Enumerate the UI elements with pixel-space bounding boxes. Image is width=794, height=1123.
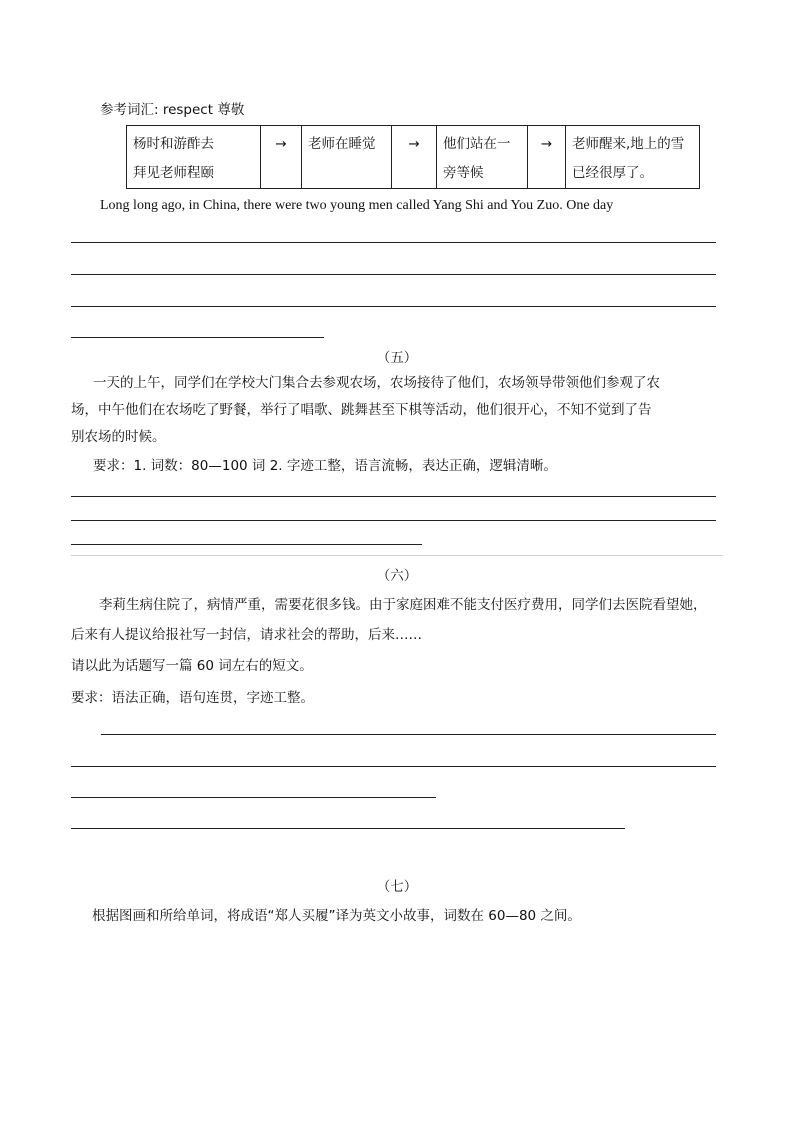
- writing-line: [71, 496, 716, 497]
- flow-step-4-line2: 已经很厚了。: [572, 165, 653, 181]
- section-divider: [71, 555, 723, 556]
- flow-step-4-line1: 老师醒来,地上的雪: [572, 136, 685, 152]
- flow-step-2-line1: 老师在睡觉: [308, 136, 376, 152]
- flow-step-3-line1: 他们站在一: [443, 136, 511, 152]
- writing-line: [71, 242, 716, 243]
- section-5-requirements: 要求：1. 词数：80—100 词 2. 字迹工整，语言流畅，表达正确，逻辑清晰。: [93, 458, 557, 474]
- section-6-requirements: 要求：语法正确，语句连贯，字迹工整。: [71, 690, 314, 706]
- writing-line: [71, 828, 625, 829]
- flow-arrow-2: →: [392, 126, 437, 189]
- section-5-paragraph-line: 一天的上午，同学们在学校大门集合去参观农场，农场接待了他们，农场领导带领他们参观了农: [93, 375, 660, 391]
- section-7-title: （七）: [376, 879, 418, 895]
- writing-line: [71, 274, 716, 275]
- writing-line: [71, 544, 422, 545]
- section-6-paragraph-line: 后来有人提议给报社写一封信，请求社会的帮助，后来……: [71, 627, 422, 643]
- section-6-prompt: 请以此为话题写一篇 60 词左右的短文。: [71, 658, 313, 674]
- writing-line: [71, 337, 324, 338]
- writing-line: [71, 797, 436, 798]
- section-6-title: （六）: [376, 568, 418, 584]
- flow-step-3: [437, 126, 528, 189]
- section-7-instruction: 根据图画和所给单词，将成语“郑人买履”译为英文小故事，词数在 60—80 之间。: [92, 908, 581, 924]
- flow-step-3-line2: 旁等候: [443, 165, 484, 181]
- flow-step-1-line2: 拜见老师程颐: [133, 165, 214, 181]
- story-opening: Long long ago, in China, there were two young men called Yang Shi and You Zuo. One day: [100, 198, 614, 213]
- section-5-paragraph-line: 别农场的时候。: [71, 429, 166, 445]
- flow-arrow-1: →: [261, 126, 302, 189]
- writing-line: [71, 306, 716, 307]
- vocab-hint: 参考词汇: respect 尊敬: [100, 102, 245, 118]
- flow-step-1-line1: 杨时和游酢去: [133, 136, 214, 152]
- flow-step-2: [302, 126, 392, 189]
- section-5-paragraph-line: 场，中午他们在农场吃了野餐，举行了唱歌、跳舞甚至下棋等活动，他们很开心，不知不觉到了告: [71, 402, 652, 418]
- section-6-paragraph-line: 李莉生病住院了，病情严重，需要花很多钱。由于家庭困难不能支付医疗费用，同学们去医院看望她，: [99, 597, 707, 613]
- story-flow-table: [126, 125, 700, 189]
- writing-line: [101, 734, 716, 735]
- flow-arrow-3: →: [528, 126, 566, 189]
- writing-line: [71, 520, 716, 521]
- flow-step-1: [127, 126, 261, 189]
- section-5-title: （五）: [376, 350, 418, 366]
- flow-step-4: [566, 126, 700, 189]
- writing-line: [71, 766, 716, 767]
